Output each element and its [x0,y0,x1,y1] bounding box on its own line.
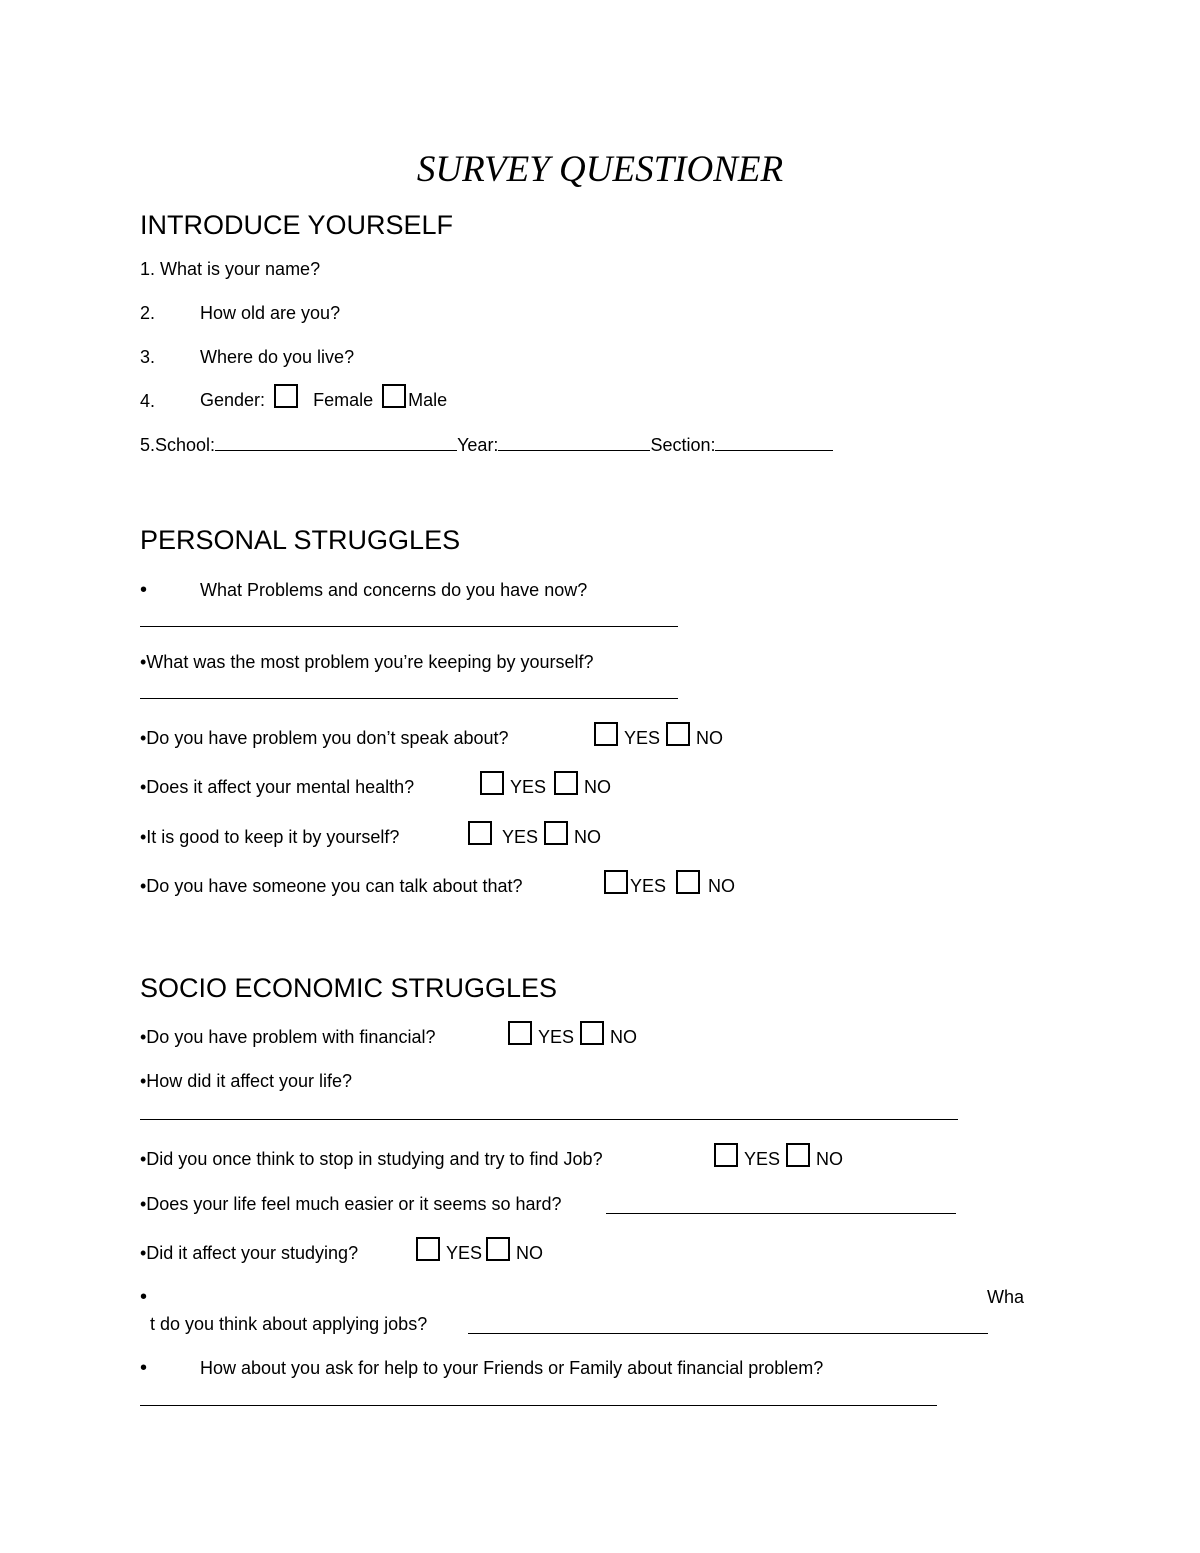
no-checkbox[interactable] [666,722,690,746]
question-name: 1. What is your name? [140,259,321,279]
question-stop-studying: •Did you once think to stop in studying and try to find Job? [140,1149,603,1169]
no-label: NO [584,777,612,797]
bullet-icon: • [140,579,148,601]
question-someone-to-talk: •Do you have someone you can talk about that? [140,876,523,896]
question-affect-life: •How did it affect your life? [140,1071,353,1091]
no-label: NO [816,1149,844,1169]
female-checkbox[interactable] [274,384,298,408]
answer-line[interactable] [140,1405,937,1406]
answer-line[interactable] [606,1213,956,1214]
no-label: NO [574,827,602,847]
no-checkbox[interactable] [786,1143,810,1167]
question-location: Where do you live? [200,347,355,367]
yes-checkbox[interactable] [416,1237,440,1261]
question-problems-concerns: What Problems and concerns do you have now? [200,580,588,600]
school-field[interactable] [215,449,457,451]
no-checkbox[interactable] [580,1021,604,1045]
yes-label: YES [538,1027,575,1047]
question-affect-studying: •Did it affect your studying? [140,1243,359,1263]
yes-checkbox[interactable] [714,1143,738,1167]
question-unspoken-problem: •Do you have problem you don’t speak about? [140,728,509,748]
yes-no-options [504,1021,637,1048]
question-gender [200,384,447,411]
question-mental-health: •Does it affect your mental health? [140,777,415,797]
yes-checkbox[interactable] [480,771,504,795]
yes-no-options [600,870,735,897]
section-heading-intro: INTRODUCE YOURSELF [140,210,454,240]
yes-checkbox[interactable] [604,870,628,894]
yes-checkbox[interactable] [594,722,618,746]
no-checkbox[interactable] [544,821,568,845]
gender-label: Gender: [200,390,266,410]
bullet-icon: • [140,1286,148,1308]
yes-no-options [710,1143,843,1170]
question-life-easier-or-hard: •Does your life feel much easier or it seems so hard? [140,1194,562,1214]
question-applying-jobs-end: t do you think about applying jobs? [150,1314,428,1334]
question-financial-problem: •Do you have problem with financial? [140,1027,436,1047]
question-most-problem: •What was the most problem you’re keeping by yourself? [140,652,594,672]
page-title: SURVEY QUESTIONER [416,149,784,190]
question-applying-jobs-start: Wha [987,1287,1025,1307]
no-checkbox[interactable] [486,1237,510,1261]
year-field[interactable] [498,449,650,451]
no-checkbox[interactable] [676,870,700,894]
male-checkbox[interactable] [382,384,406,408]
yes-no-options [412,1237,543,1264]
yes-label: YES [630,876,667,896]
question-number: 2. [140,303,156,323]
section-heading-personal: PERSONAL STRUGGLES [140,525,461,555]
question-ask-for-help: How about you ask for help to your Friends or Family about financial problem? [200,1358,824,1378]
answer-line[interactable] [468,1333,988,1334]
female-option-label: Female [313,390,374,410]
yes-label: YES [744,1149,781,1169]
question-keep-by-yourself: •It is good to keep it by yourself? [140,827,400,847]
year-label: Year: [457,435,499,455]
question-number: 3. [140,347,156,367]
yes-label: YES [624,728,661,748]
section-heading-socio: SOCIO ECONOMIC STRUGGLES [140,973,558,1003]
yes-label: YES [510,777,547,797]
school-year-section-row [140,435,833,456]
question-number: 4. [140,391,156,411]
answer-line[interactable] [140,626,678,627]
yes-no-options [464,821,601,848]
no-label: NO [696,728,724,748]
answer-line[interactable] [140,1119,958,1120]
section-label: Section: [650,435,716,455]
section-field[interactable] [715,449,833,451]
yes-checkbox[interactable] [468,821,492,845]
yes-label: YES [446,1243,483,1263]
no-checkbox[interactable] [554,771,578,795]
male-option-label: Male [408,390,448,410]
bullet-icon: • [140,1357,148,1379]
question-age: How old are you? [200,303,341,323]
answer-line[interactable] [140,698,678,699]
school-label: 5.School: [140,435,216,455]
no-label: NO [708,876,736,896]
no-label: NO [516,1243,544,1263]
yes-label: YES [502,827,539,847]
yes-no-options [476,771,611,798]
yes-no-options [590,722,723,749]
no-label: NO [610,1027,638,1047]
yes-checkbox[interactable] [508,1021,532,1045]
